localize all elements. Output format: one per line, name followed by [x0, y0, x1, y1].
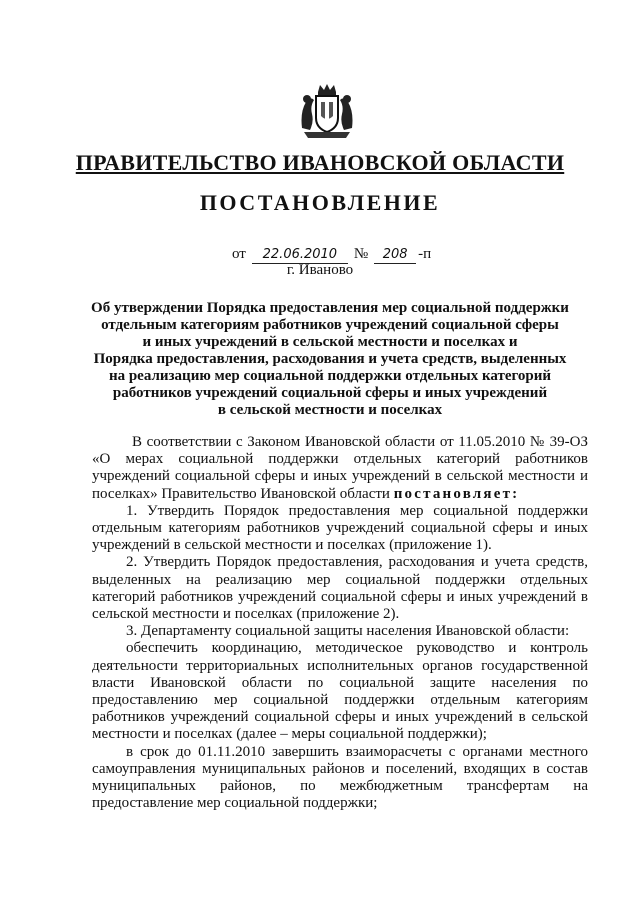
document-date: 22.06.2010	[252, 247, 348, 264]
subject-line: на реализацию мер социальной поддержки отдельных категорий	[108, 368, 552, 384]
item-3: 3. Департаменту социальной защиты населения Ивановской области:	[126, 623, 570, 640]
document-body	[92, 434, 588, 812]
document-subject	[70, 300, 590, 419]
document-type: ПОСТАНОВЛЕНИЕ	[199, 190, 441, 215]
item-1: 1. Утвердить Порядок предоставления мер социальной поддержки отдельным категориям работников учреждений социальной сферы и иных учреждений в сельской местности и поселках (приложение 1).	[92, 502, 588, 554]
intro-paragraph	[92, 434, 588, 503]
number-sign: №	[353, 246, 369, 262]
subject-line: в сельской местности и поселках	[217, 402, 443, 418]
item-3-b: в срок до 01.11.2010 завершить взаиморасчеты с органами местного самоуправления муниципальных районов и поселений, входящих в состав муниципальных районов, по межбюджетным трансфертам на предоставление мер социальной поддержки;	[92, 743, 588, 812]
intro-text: В соответствии с Законом Ивановской области от 11.05.2010 № 39-ОЗ «О мерах социальной поддержки отдельных категорий работников учреждений социальной сферы и иных учреждений в сельской местности и поселках» Правительство Ивановской области	[92, 434, 588, 502]
subject-line: и иных учреждений в сельской местности и поселках и	[142, 334, 518, 350]
item-2: 2. Утвердить Порядок предоставления, расходования и учета средств, выделенных на реализацию мер социальной поддержки отдельных категорий работников учреждений социальной сферы и иных учреждений в сельской местности и поселках (приложение 2).	[92, 554, 588, 623]
item-3-a: обеспечить координацию, методическое руководство и контроль деятельности территориальных исполнительных органов государственной власти Ивановской области по социальной защите населения по предоставлению мер социальной поддержки отдельным категориям работников учреждений социальной сферы и иных учреждений в сельской местности и поселках (далее – меры социальной поддержки);	[92, 640, 588, 743]
city: г. Иваново	[286, 262, 354, 278]
subject-line: работников учреждений социальной сферы и иных учреждений	[112, 385, 548, 401]
number-suffix: -п	[418, 246, 432, 262]
subject-line: отдельным категориям работников учреждений социальной сферы	[101, 317, 559, 333]
coat-of-arms-icon	[296, 82, 358, 142]
document-number: 208	[374, 247, 416, 264]
subject-line: Об утверждении Порядка предоставления мер социальной поддержки	[91, 300, 569, 316]
decree-word: постановляет:	[393, 485, 520, 502]
government-title: ПРАВИТЕЛЬСТВО ИВАНОВСКОЙ ОБЛАСТИ	[75, 150, 565, 175]
subject-line: Порядка предоставления, расходования и учета средств, выделенных	[93, 351, 567, 367]
date-prefix: от	[232, 246, 246, 262]
